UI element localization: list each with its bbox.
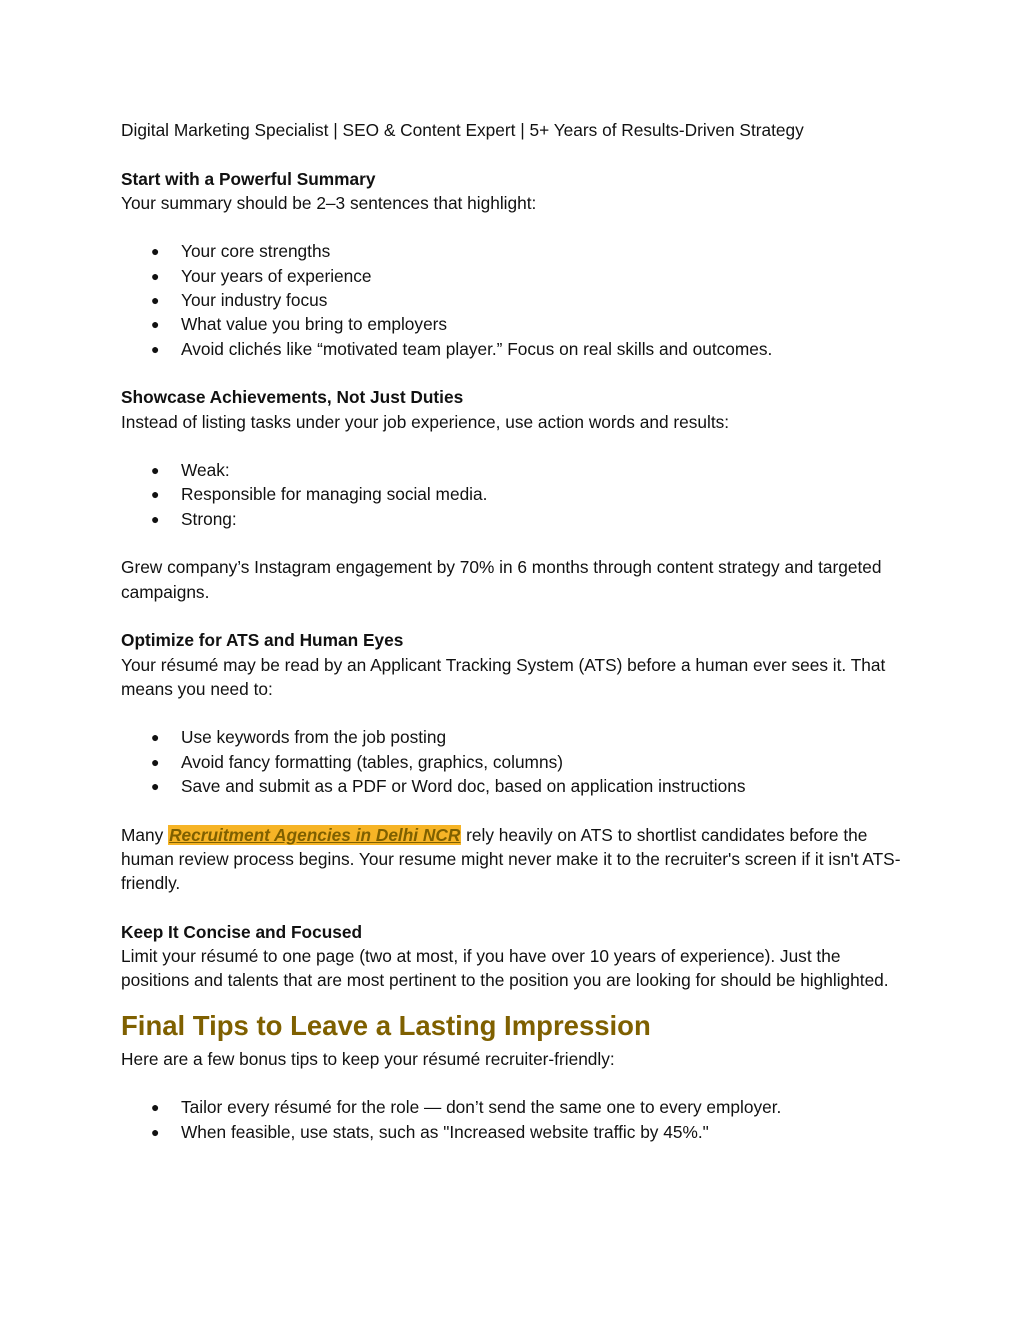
- document-page: [121, 118, 911, 1144]
- intro-line: Digital Marketing Specialist | SEO & Content Expert | 5+ Years of Results-Driven Strategy: [121, 120, 804, 140]
- list-item: ● Weak:: [121, 458, 911, 482]
- list-item: ● Avoid clichés like “motivated team player.” Focus on real skills and outcomes.: [121, 337, 911, 361]
- ats-heading: Optimize for ATS and Human Eyes: [121, 630, 404, 651]
- final-tips-text: Here are a few bonus tips to keep your résumé recruiter-friendly:: [121, 1048, 615, 1069]
- list-item: ● Your core strengths: [121, 239, 911, 263]
- achievements-list: [121, 458, 911, 531]
- list-item: ● Use keywords from the job posting: [121, 725, 911, 749]
- concise-heading: Keep It Concise and Focused: [121, 921, 363, 942]
- summary-heading: Start with a Powerful Summary: [121, 168, 376, 189]
- recruitment-agencies-link[interactable]: Recruitment Agencies in Delhi NCR: [169, 824, 461, 845]
- list-item: ● Avoid fancy formatting (tables, graphics, columns): [121, 750, 911, 774]
- ats-paragraph: [121, 823, 911, 896]
- achievements-text: Instead of listing tasks under your job experience, use action words and results:: [121, 411, 730, 432]
- list-item: ● When feasible, use stats, such as "Increased website traffic by 45%.": [121, 1120, 911, 1144]
- list-item: ● Your industry focus: [121, 288, 911, 312]
- list-item: ● Tailor every résumé for the role — don’t send the same one to every employer.: [121, 1095, 911, 1119]
- list-item: ● Save and submit as a PDF or Word doc, based on application instructions: [121, 774, 911, 798]
- list-item: ● Responsible for managing social media.: [121, 482, 911, 506]
- ats-para-suffix: rely heavily on ATS to shortlist candidates before the human review process begins. Your resume might never make it to the recruiter's screen if it isn't ATS-friendly.: [121, 824, 901, 894]
- final-tips-heading: Final Tips to Leave a Lasting Impression: [121, 1009, 651, 1041]
- list-item: ● What value you bring to employers: [121, 312, 911, 336]
- summary-text: Your summary should be 2–3 sentences that highlight:: [121, 192, 537, 213]
- ats-text: Your résumé may be read by an Applicant Tracking System (ATS) before a human ever sees it. That means you need to:: [121, 654, 886, 699]
- list-item: ● Your years of experience: [121, 264, 911, 288]
- summary-list: [121, 239, 911, 360]
- achievements-heading: Showcase Achievements, Not Just Duties: [121, 387, 464, 408]
- final-tips-list: [121, 1095, 911, 1144]
- ats-para-prefix: Many: [121, 824, 169, 845]
- list-item: ● Strong:: [121, 507, 911, 531]
- achievement-example: Grew company’s Instagram engagement by 70% in 6 months through content strategy and targeted campaigns.: [121, 557, 882, 602]
- ats-list: [121, 725, 911, 798]
- concise-text: Limit your résumé to one page (two at most, if you have over 10 years of experience). Just the positions and talents that are most pertinent to the position you are looking for should be highlighted.: [121, 946, 889, 991]
